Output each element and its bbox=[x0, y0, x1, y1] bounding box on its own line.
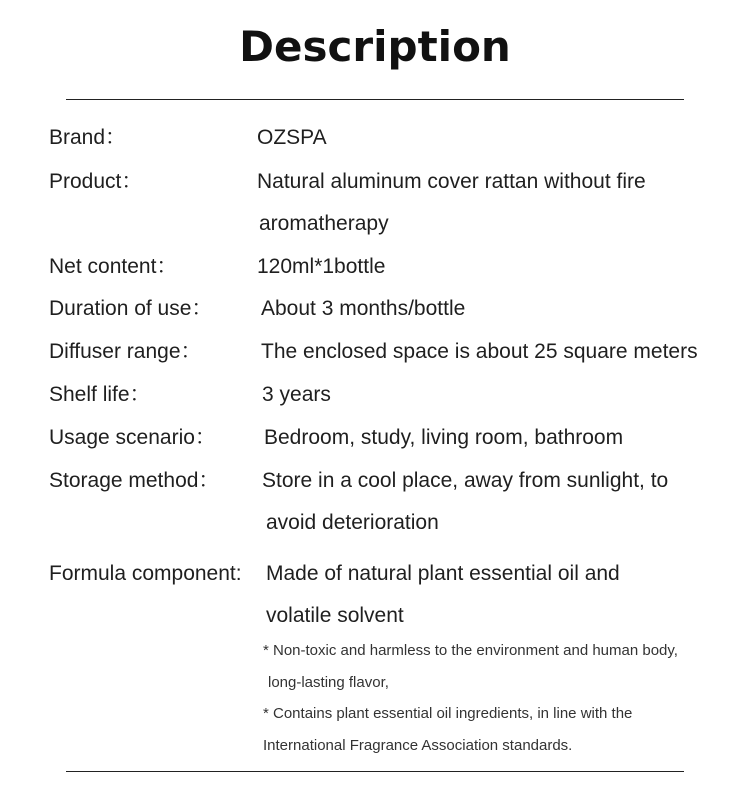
spec-value-diffuser-range: The enclosed space is about 25 square meters bbox=[261, 340, 698, 363]
bottom-divider bbox=[66, 771, 684, 772]
spec-value-formula-component: Made of natural plant essential oil and bbox=[266, 562, 620, 585]
spec-label-shelf-life: Shelf life： bbox=[49, 383, 151, 406]
spec-value-net-content: 120ml*1bottle bbox=[257, 255, 386, 278]
top-divider bbox=[66, 99, 684, 100]
note-line: International Fragrance Association standards. bbox=[263, 737, 573, 754]
spec-label-storage-method: Storage method： bbox=[49, 469, 220, 492]
spec-label-product: Product： bbox=[49, 170, 143, 193]
spec-value-storage-method: Store in a cool place, away from sunlight, to bbox=[262, 469, 669, 492]
spec-value-duration: About 3 months/bottle bbox=[261, 297, 466, 320]
page-title: Description bbox=[239, 22, 511, 71]
spec-value-usage-scenario: Bedroom, study, living room, bathroom bbox=[264, 426, 624, 449]
spec-label-duration: Duration of use： bbox=[49, 297, 213, 320]
spec-label-formula-component: Formula component: bbox=[49, 562, 242, 585]
note-line: * Non-toxic and harmless to the environment and human body, bbox=[263, 642, 678, 659]
spec-label-diffuser-range: Diffuser range： bbox=[49, 340, 202, 363]
spec-value-product: Natural aluminum cover rattan without fire bbox=[257, 170, 646, 193]
spec-label-net-content: Net content： bbox=[49, 255, 178, 278]
spec-value-storage-method-line2: avoid deterioration bbox=[266, 511, 439, 534]
spec-value-brand: OZSPA bbox=[257, 126, 327, 149]
spec-label-usage-scenario: Usage scenario： bbox=[49, 426, 216, 449]
spec-value-formula-component-line2: volatile solvent bbox=[266, 604, 404, 627]
spec-value-shelf-life: 3 years bbox=[262, 383, 331, 406]
spec-value-product-line2: aromatherapy bbox=[259, 212, 389, 235]
note-line: long-lasting flavor, bbox=[268, 674, 389, 691]
spec-label-brand: Brand： bbox=[49, 126, 127, 149]
note-line: * Contains plant essential oil ingredients, in line with the bbox=[263, 705, 633, 722]
